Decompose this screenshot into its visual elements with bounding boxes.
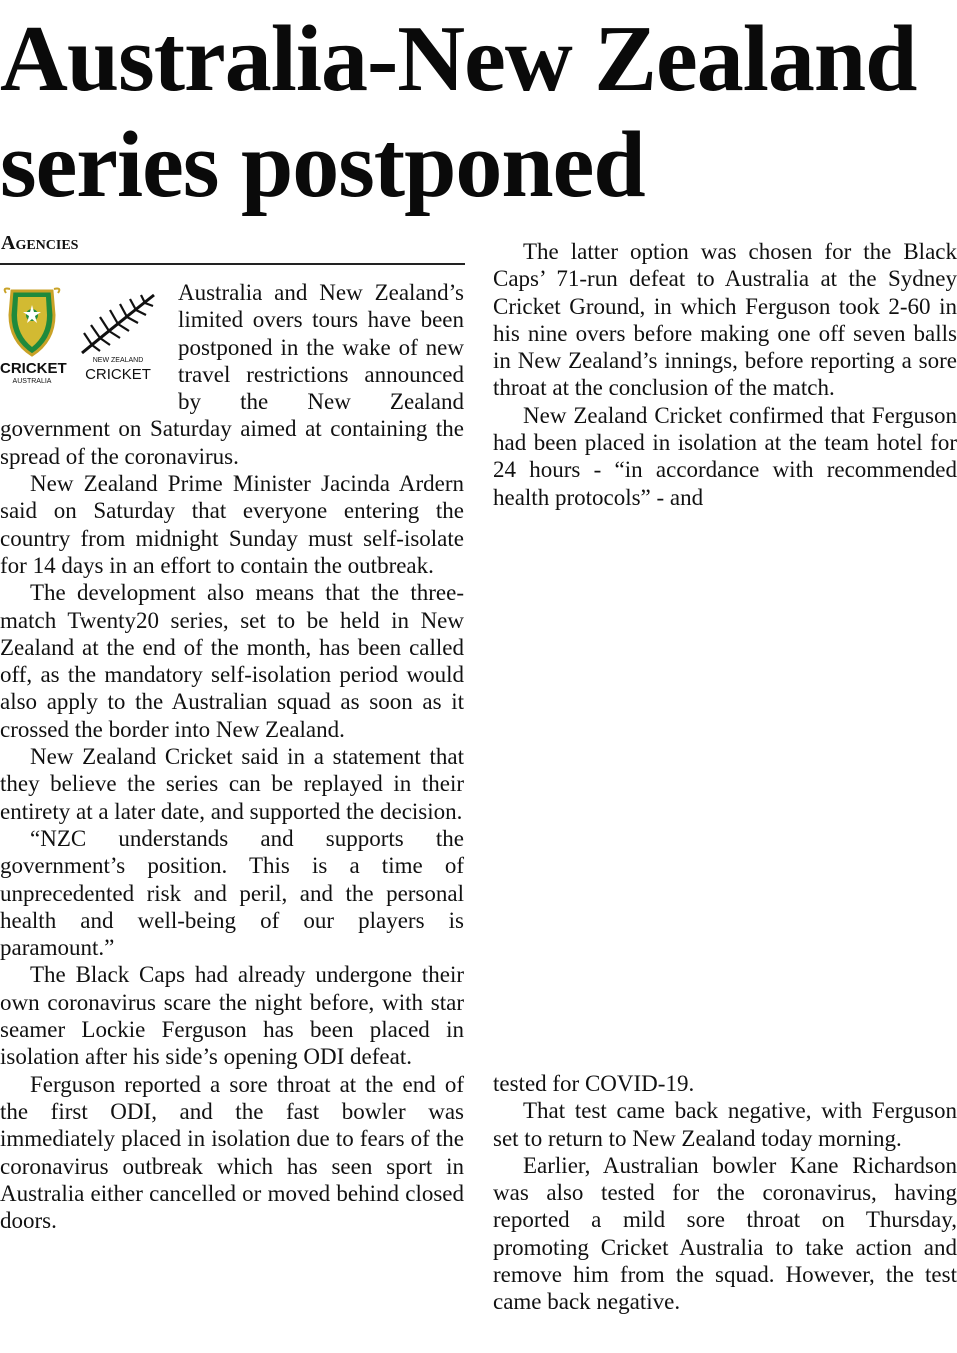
article-column-2-bottom (493, 1070, 957, 1316)
headline-line-1: Australia-New Zealand (0, 7, 917, 111)
logos (0, 285, 172, 395)
byline-rule (0, 263, 465, 265)
column2-bottom-paragraph-2: That test came back negative, with Ferguson set to return to New Zealand today morning. (493, 1098, 957, 1151)
article-column-1 (0, 279, 464, 1234)
new-zealand-cricket-name: CRICKET (85, 366, 151, 383)
headline (0, 6, 957, 218)
cricket-australia-sub: AUSTRALIA (12, 378, 52, 385)
byline: Agencies (1, 232, 79, 254)
column1-paragraph-6: The Black Caps had already undergone their own coronavirus scare the night before, with star seamer Lockie Ferguson has been placed in isolation after his side’s opening ODI defeat. (0, 962, 464, 1070)
headline-line-2: series postponed (0, 113, 645, 217)
cricket-australia-logo (0, 285, 67, 385)
column1-paragraph-2: New Zealand Prime Minister Jacinda Ardern said on Saturday that everyone entering the country from midnight Sunday must self-isolate for 14 days in an effort to contain the outbreak. (0, 471, 464, 578)
column1-paragraph-4: New Zealand Cricket said in a statement that they believe the series can be replayed in their entirety at a later date, and supported the decision. (0, 744, 464, 824)
cricket-australia-crest-icon (0, 285, 64, 359)
column2-top-paragraph-1: The latter option was chosen for the Black Caps’ 71-run defeat to Australia at the Sydney Cricket Ground, in which Ferguson took 2-60 in his nine overs before making one off seven balls in New Zealand’s innings, before reporting a sore throat at the conclusion of the match. (493, 239, 957, 401)
column1-paragraph-7: Ferguson reported a sore throat at the end of the first ODI, and the fast bowler was immediately placed in isolation due to fears of the coronavirus outbreak which has seen sport in Australia either cancelled or moved behind closed doors. (0, 1071, 464, 1234)
column1-paragraph-3: The development also means that the three-match Twenty20 series, set to be held in New Zealand at the end of the month, has been called off, as the mandatory self-isolation period would also apply to the Australian squad as soon as it crossed the border into New Zealand. (0, 580, 464, 742)
new-zealand-cricket-small: NEW ZEALAND (92, 357, 144, 364)
cricket-australia-name: CRICKET (0, 360, 67, 377)
column2-bottom-paragraph-3: Earlier, Australian bowler Kane Richardson was also tested for the coronavirus, having reported a mild sore throat on Thursday, promoting Cricket Australia to take action and remove him from the squad. However, the test came back negative. (493, 1152, 957, 1315)
column2-bottom-paragraph-1: tested for COVID-19. (493, 1071, 695, 1096)
column2-top-paragraph-2: New Zealand Cricket confirmed that Ferguson had been placed in isolation at the team hotel for 24 hours - “in accordance with recommended health protocols” - and (493, 402, 957, 510)
article-column-2-top (493, 238, 957, 511)
column1-paragraph-1: Australia and New Zealand’s limited overs tours have been postponed in the wake of new travel restrictions announced by the New Zealand government on Saturday aimed at containing the spread of the coronavirus. (0, 280, 464, 469)
silver-fern-icon (76, 293, 160, 355)
column1-paragraph-5: “NZC understands and supports the government’s position. This is a time of unprecedented risk and peril, and the personal health and well-being of our players is paramount.” (0, 825, 464, 961)
new-zealand-cricket-logo (76, 293, 160, 387)
